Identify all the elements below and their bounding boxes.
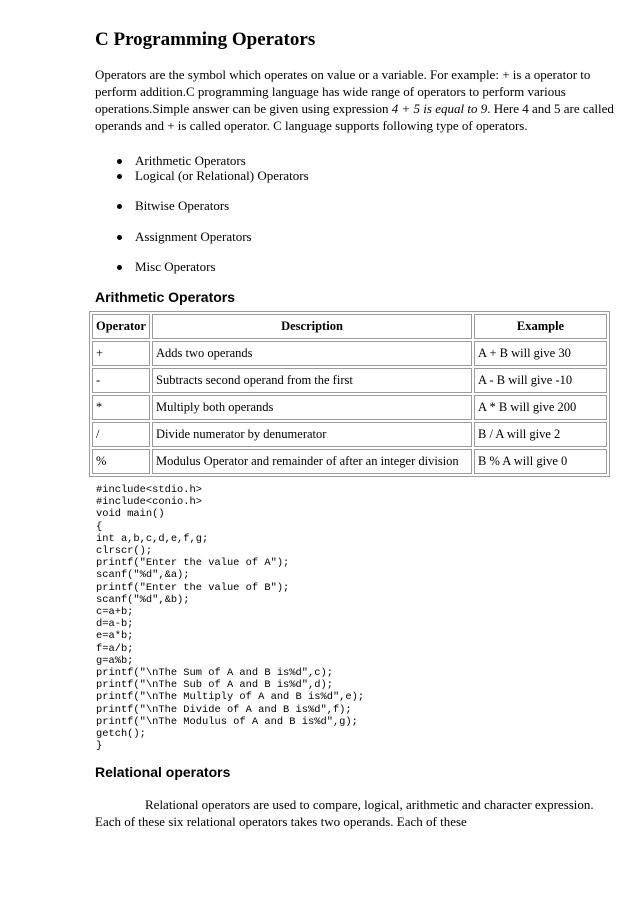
table-row <box>92 341 607 366</box>
cell-operator: - <box>92 368 150 393</box>
relational-paragraph: Relational operators are used to compare, logical, arithmetic and character expression. Each of these six relational operators takes two operands. Each of these <box>95 797 594 829</box>
cell-example: B / A will give 2 <box>474 422 607 447</box>
table-row <box>92 449 607 474</box>
cell-description: Subtracts second operand from the first <box>152 368 472 393</box>
bullet-icon <box>117 159 122 164</box>
table-row <box>92 422 607 447</box>
intro-text-1: Operators are the symbol which operates on value or a variable. For example: + is a operator to perform addition.C programming language has wide range of operators to perform various operations.Simple answer can be given using expression <box>95 67 591 116</box>
table-header-row <box>92 314 607 339</box>
cell-example: A + B will give 30 <box>474 341 607 366</box>
intro-paragraph <box>95 66 615 134</box>
code-listing: #include<stdio.h> #include<conio.h> void main() { int a,b,c,d,e,f,g; clrscr(); printf("Enter the value of A"); scanf("%d",&a); printf("Enter the value of B"); scanf("%d",&b); c=a+b; d=a-b; e=a*b; f=a/b; g=a%b; printf("\nThe Sum of A and B is%d",c); printf("\nThe Sub of A and B is%d",d); printf("\nThe Multiply of A and B is%d",e); printf("\nThe Divide of A and B is%d",f); printf("\nThe Modulus of A and B is%d",g); getch(); } <box>96 484 365 753</box>
intro-expression: 4 + 5 is equal to 9 <box>391 101 488 116</box>
cell-description: Divide numerator by denumerator <box>152 422 472 447</box>
bullet-icon <box>117 204 122 209</box>
cell-example: A - B will give -10 <box>474 368 607 393</box>
cell-example: B % A will give 0 <box>474 449 607 474</box>
table-row <box>92 395 607 420</box>
intro-text-2: . Here 4 and 5 are called operands and + is called operator. C language supports following type of operators. <box>95 101 614 133</box>
cell-description: Multiply both operands <box>152 395 472 420</box>
cell-description: Modulus Operator and remainder of after an integer division <box>152 449 472 474</box>
bullet-icon <box>117 174 122 179</box>
cell-operator: / <box>92 422 150 447</box>
column-header-operator: Operator <box>92 314 150 339</box>
cell-operator: * <box>92 395 150 420</box>
cell-operator: % <box>92 449 150 474</box>
column-header-description: Description <box>152 314 472 339</box>
relational-heading: Relational operators <box>95 764 231 780</box>
column-header-example: Example <box>474 314 607 339</box>
bullet-icon <box>117 235 122 240</box>
table-row <box>92 368 607 393</box>
cell-operator: + <box>92 341 150 366</box>
cell-example: A * B will give 200 <box>474 395 607 420</box>
arithmetic-operators-table <box>89 311 610 477</box>
page-title: C Programming Operators <box>95 29 316 50</box>
bullet-icon <box>117 265 122 270</box>
cell-description: Adds two operands <box>152 341 472 366</box>
arithmetic-heading: Arithmetic Operators <box>95 289 236 305</box>
